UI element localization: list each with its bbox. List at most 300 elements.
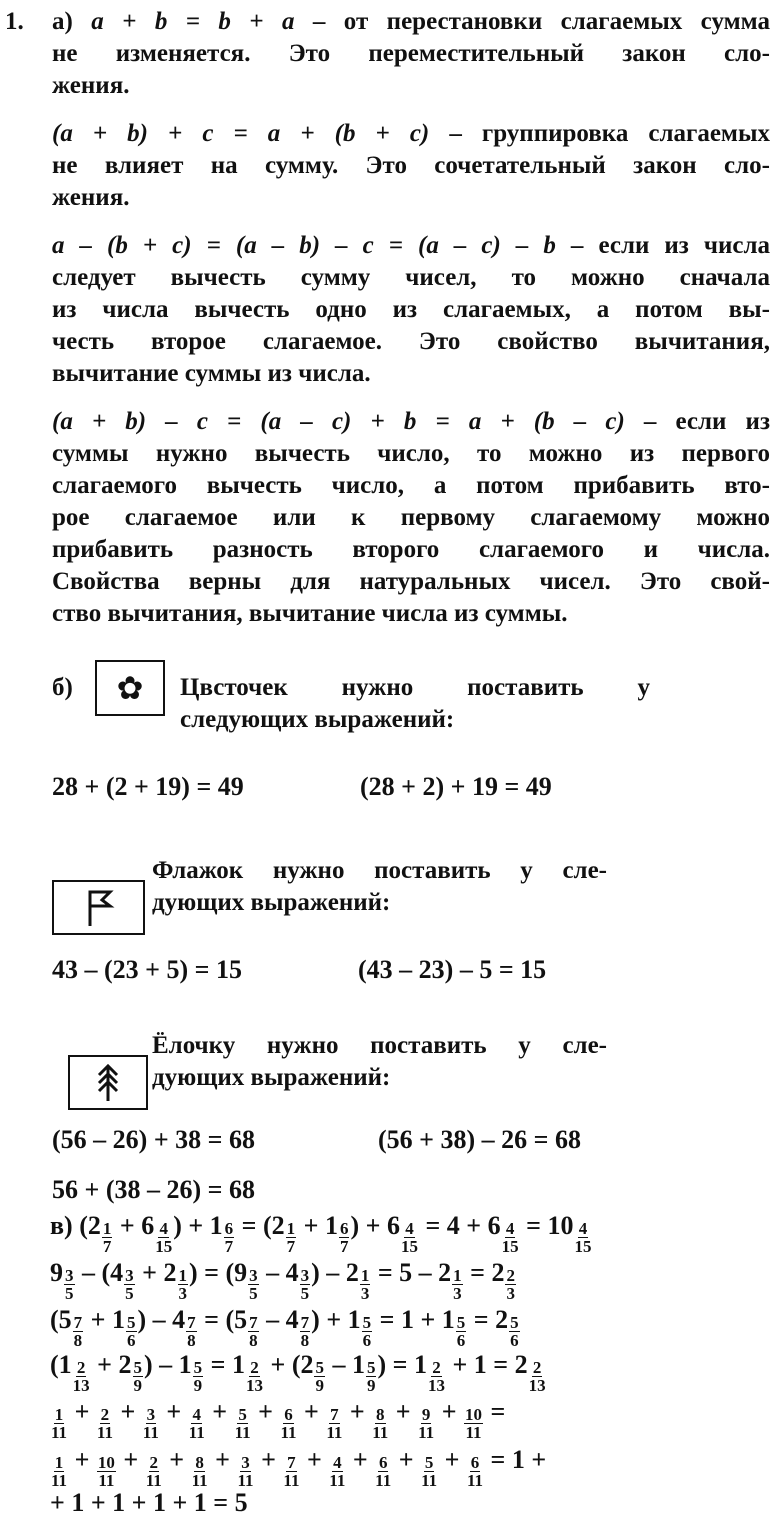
fraction xyxy=(282,1454,300,1489)
fraction-numerator: 4 xyxy=(333,1453,342,1472)
fraction-denominator: 11 xyxy=(96,1423,113,1442)
math-expression: (a + b) – c = (a – c) + b = a + (b – c) xyxy=(52,408,625,435)
equation: (28 + 2) + 19 = 49 xyxy=(360,772,552,801)
math-text: = xyxy=(484,1397,506,1426)
math-text: ) = xyxy=(377,1350,414,1379)
fraction xyxy=(463,1406,484,1441)
text-segment: – от перестановки слагаемых сумма xyxy=(312,8,770,35)
fraction-whole: 1 xyxy=(324,1211,338,1240)
fraction-denominator: 11 xyxy=(191,1471,208,1490)
fraction-whole: 2 xyxy=(87,1211,101,1240)
text-segment: жения. xyxy=(52,72,130,99)
fraction-stack xyxy=(418,1406,434,1441)
text-segment: прибавить разность второго слагаемого и числа. xyxy=(52,536,770,563)
fraction xyxy=(210,1203,236,1255)
fraction-whole: 1 xyxy=(209,1211,223,1240)
text-segment: из числа вычесть одно из слагаемых, а потом вы- xyxy=(52,296,770,323)
equation: (56 + 38) – 26 = 68 xyxy=(378,1125,581,1154)
fraction xyxy=(234,1406,252,1441)
math-text: + xyxy=(343,1397,372,1426)
tree-icon xyxy=(93,1063,123,1103)
text-segment: не влияет на сумму. Это сочетательный закон сло- xyxy=(52,152,770,179)
fraction-numerator: 3 xyxy=(65,1266,74,1285)
fraction-denominator: 7 xyxy=(339,1237,349,1256)
fraction-numerator: 6 xyxy=(378,1453,388,1472)
math-expression: a – (b + c) = (a – b) – c = (a – c) – b xyxy=(52,232,556,259)
text-segment: а) xyxy=(52,8,92,35)
fraction-denominator: 9 xyxy=(133,1376,142,1395)
fraction-denominator: 11 xyxy=(188,1423,205,1442)
text-line: Цвсточек нужно поставить у xyxy=(180,674,650,701)
fraction-numerator: 4 xyxy=(505,1219,515,1238)
fraction xyxy=(188,1406,206,1441)
fraction-numerator: 5 xyxy=(238,1405,247,1424)
text-line xyxy=(52,566,770,598)
math-line xyxy=(50,1389,506,1442)
fraction-denominator: 7 xyxy=(286,1237,296,1256)
math-text: ) – xyxy=(137,1305,173,1334)
fraction-numerator: 5 xyxy=(424,1453,434,1472)
fraction-denominator: 7 xyxy=(102,1237,112,1256)
fraction-numerator: 5 xyxy=(362,1313,372,1332)
math-text: ) + xyxy=(173,1211,210,1240)
math-expression: (a + b) + c = a + (b + c) xyxy=(52,120,430,147)
fraction-denominator: 11 xyxy=(51,1471,68,1490)
text-line xyxy=(52,406,770,438)
math-text: + xyxy=(116,1445,145,1474)
fraction-stack xyxy=(467,1454,483,1489)
fraction-stack xyxy=(375,1454,391,1489)
fraction xyxy=(59,1342,91,1394)
fraction-denominator: 11 xyxy=(283,1471,300,1490)
fraction xyxy=(328,1454,346,1489)
fraction xyxy=(488,1203,520,1255)
fraction-whole: 2 xyxy=(163,1258,177,1287)
fraction-numerator: 1 xyxy=(178,1266,187,1285)
fraction-stack xyxy=(372,1406,388,1441)
paragraph xyxy=(52,6,770,102)
fraction-denominator: 11 xyxy=(372,1423,389,1442)
fraction-numerator: 4 xyxy=(405,1219,414,1238)
fraction-whole: 1 xyxy=(58,1350,72,1379)
math-text: ) – xyxy=(311,1258,346,1287)
fraction-denominator: 6 xyxy=(127,1331,136,1350)
fraction xyxy=(515,1342,547,1394)
fraction-whole: 2 xyxy=(495,1305,509,1334)
tree-box xyxy=(68,1055,148,1110)
fraction-numerator: 5 xyxy=(366,1358,376,1377)
fraction-numerator: 7 xyxy=(300,1313,310,1332)
fraction-numerator: 3 xyxy=(249,1266,258,1285)
fraction-numerator: 7 xyxy=(330,1405,339,1424)
fraction-denominator: 7 xyxy=(224,1237,234,1256)
flower-text xyxy=(180,672,650,736)
fraction xyxy=(466,1454,484,1489)
math-text: + xyxy=(208,1445,237,1474)
fraction-stack xyxy=(464,1406,483,1441)
fraction-stack xyxy=(51,1406,67,1441)
text-line xyxy=(52,598,770,630)
fraction-stack xyxy=(326,1406,342,1441)
paragraph xyxy=(52,118,770,214)
fraction-denominator: 11 xyxy=(375,1471,392,1490)
fraction-numerator: 2 xyxy=(532,1358,542,1377)
math-line xyxy=(50,1342,547,1395)
math-text: = 1 + xyxy=(484,1445,547,1474)
fraction-numerator: 5 xyxy=(127,1313,136,1332)
fraction-numerator: 2 xyxy=(100,1405,110,1424)
fraction-whole: 2 xyxy=(491,1258,505,1287)
text-line xyxy=(52,262,770,294)
fraction-denominator: 5 xyxy=(125,1284,134,1303)
text-segment: следует вычесть сумму чисел, то можно сначала xyxy=(52,264,770,291)
flower-icon: ✿ xyxy=(116,669,144,707)
math-text: + xyxy=(135,1258,164,1287)
math-text: + xyxy=(159,1397,188,1426)
fraction-denominator: 13 xyxy=(427,1376,445,1395)
fraction-numerator: 10 xyxy=(465,1405,483,1424)
math-line xyxy=(50,1250,517,1303)
fraction xyxy=(110,1250,136,1302)
fraction-numerator: 7 xyxy=(287,1453,296,1472)
fraction-denominator: 3 xyxy=(360,1284,370,1303)
math-text: = xyxy=(467,1305,496,1334)
math-text: + xyxy=(346,1445,375,1474)
math-text: ( xyxy=(50,1305,59,1334)
paragraph xyxy=(52,406,770,630)
fraction xyxy=(491,1250,517,1302)
fraction-denominator: 11 xyxy=(237,1471,254,1490)
fraction xyxy=(325,1406,343,1441)
fraction-stack xyxy=(574,1220,591,1255)
text-segment: слагаемого вычесть число, а потом прибавить вто- xyxy=(52,472,770,499)
text-line: дующих выражений: xyxy=(152,1064,391,1091)
fraction-denominator: 15 xyxy=(501,1237,519,1256)
fraction xyxy=(179,1342,205,1394)
equation: (43 – 23) – 5 = 15 xyxy=(358,955,547,984)
fraction-denominator: 8 xyxy=(249,1331,258,1350)
fraction xyxy=(438,1250,464,1302)
fraction-whole: 2 xyxy=(514,1350,528,1379)
fraction-numerator: 1 xyxy=(453,1266,462,1285)
fraction-numerator: 4 xyxy=(159,1219,168,1238)
fraction-stack xyxy=(421,1454,437,1489)
fraction-denominator: 5 xyxy=(249,1284,258,1303)
math-text: + xyxy=(297,1211,325,1240)
text-line xyxy=(52,38,770,70)
math-text: + xyxy=(68,1445,96,1474)
math-text: = 5 – xyxy=(371,1258,439,1287)
fraction-whole: 6 xyxy=(386,1211,400,1240)
fraction-stack xyxy=(283,1454,299,1489)
fraction xyxy=(119,1342,145,1394)
fraction-denominator: 11 xyxy=(280,1423,297,1442)
fraction-numerator: 3 xyxy=(125,1266,134,1285)
math-text: + xyxy=(251,1397,280,1426)
math-text: = 4 + xyxy=(418,1211,488,1240)
fraction-numerator: 1 xyxy=(54,1453,64,1472)
math-text: = 1 + xyxy=(373,1305,442,1334)
fraction-denominator: 8 xyxy=(73,1331,83,1350)
fraction-numerator: 5 xyxy=(133,1358,142,1377)
text-segment: жения. xyxy=(52,184,130,211)
fraction-denominator: 11 xyxy=(466,1471,484,1490)
text-segment: – если из числа xyxy=(570,232,770,259)
fraction xyxy=(96,1406,114,1441)
math-text: ) – xyxy=(144,1350,179,1379)
fraction-numerator: 5 xyxy=(193,1358,203,1377)
fraction-whole: 6 xyxy=(487,1211,501,1240)
fraction-denominator: 9 xyxy=(315,1376,324,1395)
fraction xyxy=(279,1406,297,1441)
math-text: + ( xyxy=(264,1350,301,1379)
flag-text xyxy=(152,855,607,919)
math-text: = ( xyxy=(235,1211,272,1240)
fraction-whole: 2 xyxy=(438,1258,452,1287)
fraction-numerator: 1 xyxy=(102,1219,112,1238)
text-segment: не изменяется. Это переместительный закон сло- xyxy=(52,40,770,67)
text-line xyxy=(52,470,770,502)
fraction-stack xyxy=(189,1406,205,1441)
math-text: + xyxy=(254,1445,283,1474)
fraction-denominator: 15 xyxy=(400,1237,418,1256)
fraction-numerator: 1 xyxy=(360,1266,370,1285)
fraction xyxy=(234,1250,260,1302)
fraction-whole: 9 xyxy=(234,1258,248,1287)
fraction xyxy=(374,1454,392,1489)
math-line xyxy=(50,1203,592,1256)
fraction xyxy=(420,1454,438,1489)
fraction-denominator: 13 xyxy=(528,1376,546,1395)
fraction-numerator: 2 xyxy=(432,1358,441,1377)
fraction-denominator: 8 xyxy=(187,1331,196,1350)
fraction-numerator: 8 xyxy=(195,1453,204,1472)
fraction-numerator: 6 xyxy=(224,1219,234,1238)
fraction xyxy=(300,1342,326,1394)
fraction-stack xyxy=(143,1406,159,1441)
fraction-denominator: 11 xyxy=(418,1423,435,1442)
text-line xyxy=(52,438,770,470)
fraction xyxy=(346,1250,372,1302)
fraction xyxy=(417,1406,435,1441)
text-line xyxy=(52,182,770,214)
fraction-denominator: 15 xyxy=(574,1237,592,1256)
text-segment: вычитание суммы из числа. xyxy=(52,360,371,387)
math-text: + xyxy=(205,1397,234,1426)
fraction-numerator: 2 xyxy=(506,1266,515,1285)
fraction-denominator: 3 xyxy=(178,1284,187,1303)
fraction-denominator: 8 xyxy=(300,1331,310,1350)
math-text: ) + xyxy=(311,1305,348,1334)
fraction xyxy=(50,1406,68,1441)
text-line xyxy=(52,6,770,38)
text-line xyxy=(52,230,770,262)
flag-icon xyxy=(82,888,116,928)
fraction-whole: 4 xyxy=(285,1305,299,1334)
fraction-denominator: 3 xyxy=(506,1284,515,1303)
text-segment: суммы нужно вычесть число, то можно из первого xyxy=(52,440,770,467)
fraction-whole: 4 xyxy=(172,1305,186,1334)
math-text: + xyxy=(113,1211,142,1240)
fraction xyxy=(352,1342,378,1394)
math-text: = xyxy=(463,1258,492,1287)
fraction-whole: 6 xyxy=(141,1211,155,1240)
math-text: + 1 + 1 + 1 + 1 = 5 xyxy=(50,1488,248,1517)
text-segment: ство вычитания, вычитание числа из суммы. xyxy=(52,600,568,627)
fraction-denominator: 15 xyxy=(155,1237,173,1256)
fraction-numerator: 5 xyxy=(315,1358,324,1377)
fraction xyxy=(414,1342,446,1394)
math-text: + xyxy=(68,1397,96,1426)
text-line: Ёлочку нужно поставить у сле- xyxy=(152,1032,607,1059)
text-line xyxy=(52,534,770,566)
math-text: + xyxy=(90,1350,119,1379)
equation: (56 – 26) + 38 = 68 xyxy=(52,1125,255,1154)
math-text: – ( xyxy=(75,1258,111,1287)
math-text: ) = ( xyxy=(189,1258,235,1287)
paragraph xyxy=(52,230,770,390)
math-text: = xyxy=(204,1350,232,1379)
text-line xyxy=(52,358,770,390)
flower-box xyxy=(95,660,165,716)
math-text: ) + xyxy=(350,1211,387,1240)
text-line xyxy=(52,70,770,102)
math-text: = xyxy=(519,1211,548,1240)
fraction-whole: 10 xyxy=(547,1211,574,1240)
math-text: + xyxy=(389,1397,418,1426)
fraction-numerator: 8 xyxy=(376,1405,385,1424)
fraction xyxy=(232,1342,264,1394)
fraction-stack xyxy=(97,1406,113,1441)
math-text: ( xyxy=(50,1350,59,1379)
text-line xyxy=(52,294,770,326)
equation: 56 + (38 – 26) = 68 xyxy=(52,1175,255,1204)
math-line xyxy=(50,1297,521,1350)
math-text: + xyxy=(84,1305,112,1334)
fraction-denominator: 13 xyxy=(72,1376,90,1395)
text-segment: – если из xyxy=(643,408,770,435)
fraction-whole: 2 xyxy=(118,1350,132,1379)
fraction-whole: 1 xyxy=(347,1305,361,1334)
fraction-whole: 2 xyxy=(345,1258,359,1287)
fraction-numerator: 6 xyxy=(339,1219,349,1238)
math-text: = ( xyxy=(197,1305,235,1334)
fraction-whole: 1 xyxy=(413,1350,427,1379)
fraction-whole: 5 xyxy=(58,1305,72,1334)
flag-box xyxy=(52,880,145,935)
math-text: – xyxy=(259,1258,286,1287)
math-text: + xyxy=(297,1397,326,1426)
text-line xyxy=(52,326,770,358)
fraction-stack xyxy=(529,1359,546,1394)
part-b-label: б) xyxy=(52,674,73,701)
fraction-stack xyxy=(235,1406,251,1441)
math-line xyxy=(50,1437,547,1490)
part-a-text xyxy=(52,6,770,646)
fraction-whole: 1 xyxy=(232,1350,245,1379)
fraction-denominator: 11 xyxy=(329,1471,346,1490)
fraction-numerator: 6 xyxy=(284,1405,293,1424)
fraction-whole: 1 xyxy=(351,1350,365,1379)
fraction-numerator: 1 xyxy=(54,1405,64,1424)
text-segment: честь второе слагаемое. Это свойство вычитания, xyxy=(52,328,770,355)
fraction xyxy=(371,1406,389,1441)
fraction-denominator: 11 xyxy=(326,1423,343,1442)
fraction-stack xyxy=(280,1406,296,1441)
math-text: + xyxy=(435,1397,464,1426)
fraction-numerator: 7 xyxy=(187,1313,196,1332)
fraction-numerator: 7 xyxy=(249,1313,258,1332)
fraction-numerator: 4 xyxy=(192,1405,201,1424)
fraction-denominator: 9 xyxy=(366,1376,376,1395)
fraction-denominator: 9 xyxy=(193,1376,203,1395)
fraction xyxy=(50,1250,76,1302)
math-text: + xyxy=(300,1445,329,1474)
fraction-numerator: 1 xyxy=(286,1219,296,1238)
fraction xyxy=(547,1203,592,1255)
math-line xyxy=(50,1480,248,1526)
fraction-numerator: 3 xyxy=(300,1266,310,1285)
fraction-numerator: 9 xyxy=(421,1405,431,1424)
fraction-numerator: 3 xyxy=(241,1453,250,1472)
fraction-numerator: 2 xyxy=(76,1358,86,1377)
tree-text xyxy=(152,1030,607,1094)
text-line xyxy=(52,150,770,182)
text-segment: рое слагаемое или к первому слагаемому можно xyxy=(52,504,770,531)
text-segment: – группировка слагаемых xyxy=(449,120,770,147)
fraction-whole: 9 xyxy=(50,1258,63,1287)
math-text: + xyxy=(162,1445,191,1474)
fraction xyxy=(325,1203,351,1255)
fraction-numerator: 5 xyxy=(510,1313,519,1332)
fraction-denominator: 13 xyxy=(246,1376,263,1395)
fraction-numerator: 5 xyxy=(456,1313,466,1332)
fraction-denominator: 11 xyxy=(421,1471,438,1490)
fraction-denominator: 11 xyxy=(142,1423,159,1442)
fraction-denominator: 11 xyxy=(145,1471,162,1490)
fraction-denominator: 5 xyxy=(65,1284,74,1303)
fraction-denominator: 6 xyxy=(510,1331,519,1350)
math-text: + 1 = xyxy=(445,1350,515,1379)
math-expression: a + b = b + a xyxy=(91,8,295,35)
text-line: Флажок нужно поставить у сле- xyxy=(152,857,607,884)
fraction-whole: 2 xyxy=(271,1211,285,1240)
fraction-numerator: 10 xyxy=(97,1453,115,1472)
fraction-whole: 1 xyxy=(112,1305,125,1334)
fraction-numerator: 6 xyxy=(470,1453,480,1472)
fraction xyxy=(286,1250,312,1302)
math-text: – xyxy=(259,1305,286,1334)
fraction-whole: 5 xyxy=(234,1305,248,1334)
math-text: в) ( xyxy=(50,1211,88,1240)
exercise-number: 1. xyxy=(5,8,24,35)
fraction-numerator: 3 xyxy=(146,1405,156,1424)
fraction-whole: 2 xyxy=(300,1350,314,1379)
fraction xyxy=(272,1203,298,1255)
text-line: следующих выражений: xyxy=(180,706,455,733)
fraction-denominator: 11 xyxy=(465,1423,482,1442)
fraction-numerator: 7 xyxy=(73,1313,83,1332)
fraction-denominator: 11 xyxy=(98,1471,115,1490)
fraction-denominator: 6 xyxy=(456,1331,466,1350)
math-text: + xyxy=(438,1445,466,1474)
fraction-numerator: 4 xyxy=(578,1219,588,1238)
fraction-whole: 1 xyxy=(441,1305,455,1334)
math-text: + xyxy=(113,1397,142,1426)
fraction-whole: 4 xyxy=(285,1258,299,1287)
fraction-whole: 4 xyxy=(110,1258,124,1287)
fraction-stack xyxy=(329,1454,345,1489)
